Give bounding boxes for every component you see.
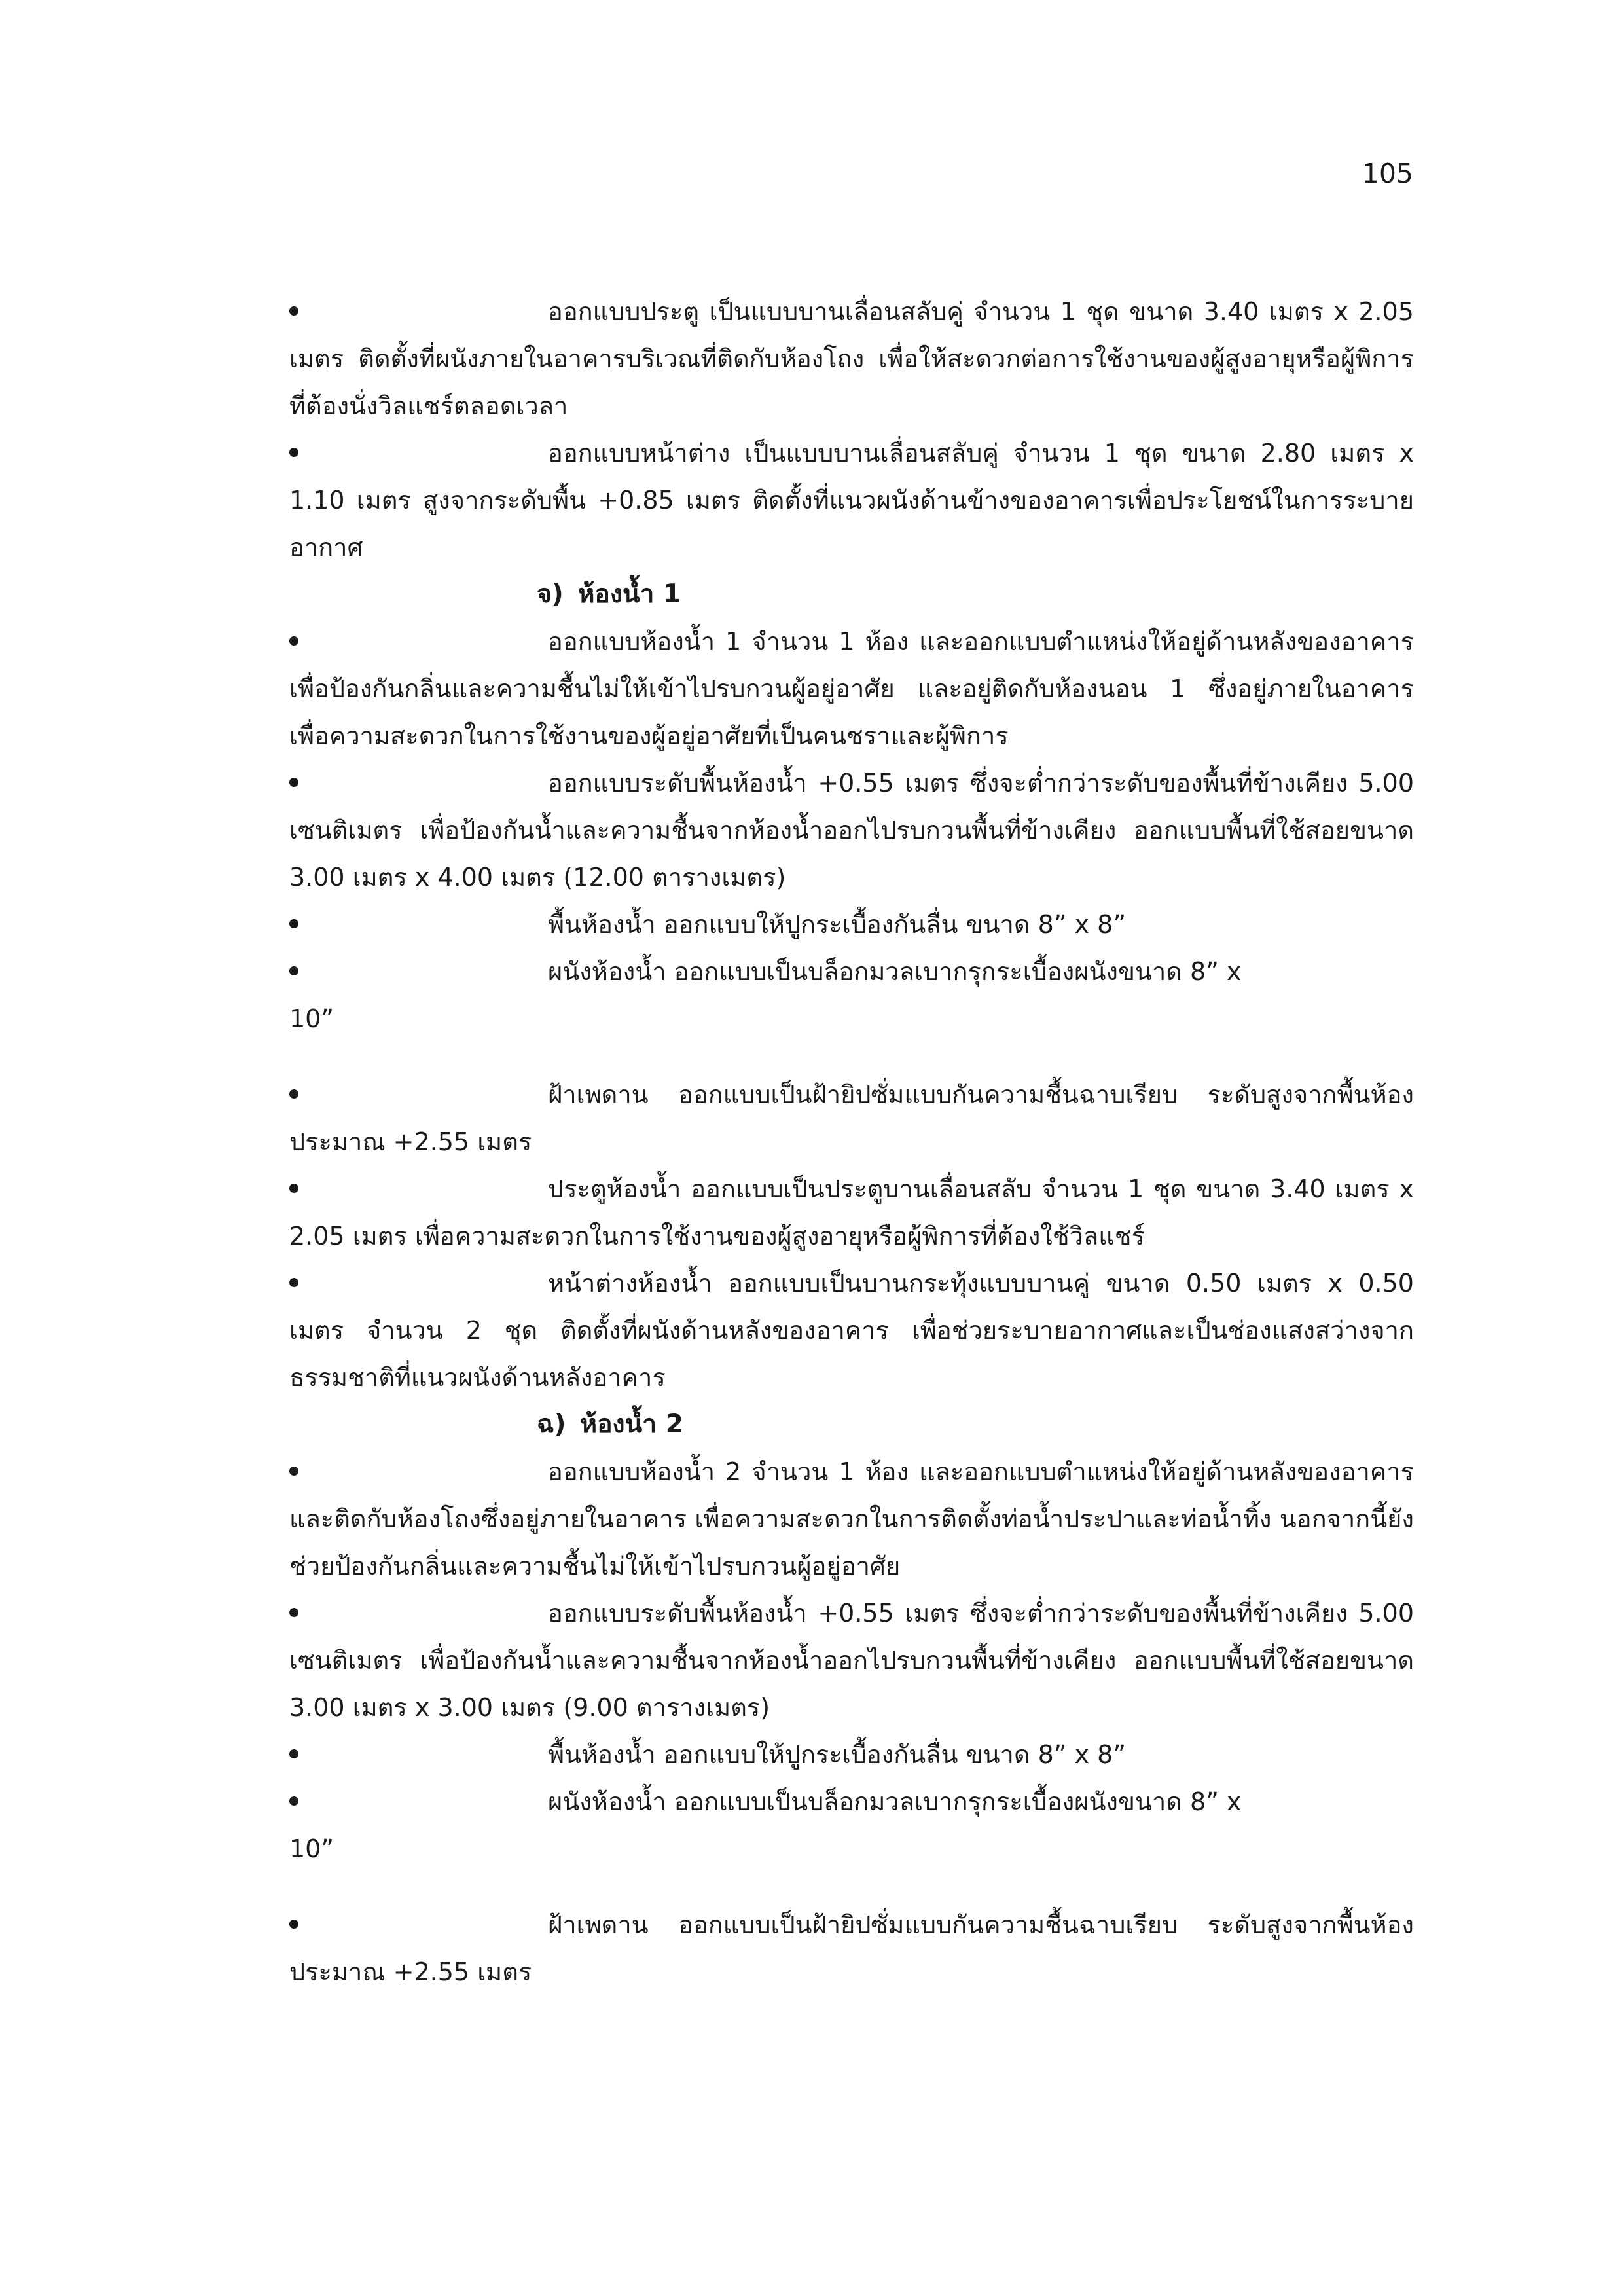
bullet-text: ผนังห้องน้ำ ออกแบบเป็นบล็อกมวลเบากรุกระเบื้องผนังขนาด 8” x [548, 1787, 1242, 1816]
wrapped-tail-text: 10” [289, 1004, 334, 1033]
bullet-marker [289, 1260, 548, 1307]
bullet-paragraph [289, 1260, 1414, 1401]
bullet-text: ออกแบบห้องน้ำ 2 จำนวน 1 ห้อง และออกแบบตำแหน่งให้อยู่ด้านหลังของอาคาร และติดกับห้องโถงซึ่งอยู่ภายในอาคาร เพื่อความสะดวกในการติดตั้งท่อน้ำประปาและท่อน้ำทิ้ง นอกจากนี้ยังช่วยป้องกันกลิ่นและความชื้นไม่ให้เข้าไปรบกวนผู้อยู่อาศัย [289, 1457, 1414, 1580]
bullet-paragraph [289, 288, 1414, 429]
bullet-paragraph [289, 1590, 1414, 1731]
bullet-dot-icon [289, 1920, 298, 1929]
section-heading [289, 571, 1414, 618]
bullet-text: ออกแบบประตู เป็นแบบบานเลื่อนสลับคู่ จำนวน 1 ชุด ขนาด 3.40 เมตร x 2.05 เมตร ติดตั้งที่ผนังภายในอาคารบริเวณที่ติดกับห้องโถง เพื่อให้สะดวกต่อการใช้งานของผู้สูงอายุหรือผู้พิการที่ต้องนั่งวิลแชร์ตลอดเวลา [289, 297, 1414, 420]
bullet-text: ฝ้าเพดาน ออกแบบเป็นฝ้ายิปซั่มแบบกันความชื้นฉาบเรียบ ระดับสูงจากพื้นห้องประมาณ +2.55 เมตร [289, 1910, 1414, 1986]
bullet-paragraph [289, 1165, 1414, 1260]
bullet-marker [289, 429, 548, 477]
section-heading [289, 1401, 1414, 1448]
bullet-text: ผนังห้องน้ำ ออกแบบเป็นบล็อกมวลเบากรุกระเบื้องผนังขนาด 8” x [548, 957, 1242, 986]
wrapped-tail-text: 10” [289, 1834, 334, 1863]
bullet-dot-icon [289, 1184, 298, 1193]
bullet-dot-icon [289, 1467, 298, 1476]
bullet-dot-icon [289, 1278, 298, 1287]
bullet-dot-icon [289, 1089, 298, 1099]
bullet-marker [289, 948, 548, 995]
bullet-paragraph [289, 1448, 1414, 1590]
bullet-paragraph [289, 901, 1414, 948]
bullet-dot-icon [289, 1749, 298, 1758]
bullet-dot-icon [289, 778, 298, 787]
bullet-dot-icon [289, 306, 298, 316]
bullet-dot-icon [289, 1608, 298, 1617]
bullet-text: หน้าต่างห้องน้ำ ออกแบบเป็นบานกระทุ้งแบบบานคู่ ขนาด 0.50 เมตร x 0.50 เมตร จำนวน 2 ชุด ติดตั้งที่ผนังด้านหลังของอาคาร เพื่อช่วยระบายอากาศและเป็นช่องแสงสว่างจากธรรมชาติที่แนวผนังด้านหลังอาคาร [289, 1269, 1414, 1392]
bullet-marker [289, 618, 548, 665]
bullet-text: ออกแบบระดับพื้นห้องน้ำ +0.55 เมตร ซึ่งจะต่ำกว่าระดับของพื้นที่ข้างเคียง 5.00 เซนติเมตร เพื่อป้องกันน้ำและความชื้นจากห้องน้ำออกไปรบกวนพื้นที่ข้างเคียง ออกแบบพื้นที่ใช้สอยขนาด 3.00 เมตร x 3.00 เมตร (9.00 ตารางเมตร) [289, 1599, 1414, 1722]
bullet-marker [289, 1731, 548, 1778]
bullet-paragraph [289, 1731, 1414, 1778]
bullet-dot-icon [289, 448, 298, 457]
bullet-marker [289, 1901, 548, 1948]
bullet-text: ออกแบบระดับพื้นห้องน้ำ +0.55 เมตร ซึ่งจะต่ำกว่าระดับของพื้นที่ข้างเคียง 5.00 เซนติเมตร เพื่อป้องกันน้ำและความชื้นจากห้องน้ำออกไปรบกวนพื้นที่ข้างเคียง ออกแบบพื้นที่ใช้สอยขนาด 3.00 เมตร x 4.00 เมตร (12.00 ตารางเมตร) [289, 769, 1414, 892]
bullet-paragraph [289, 759, 1414, 901]
bullet-text: ออกแบบหน้าต่าง เป็นแบบบานเลื่อนสลับคู่ จำนวน 1 ชุด ขนาด 2.80 เมตร x 1.10 เมตร สูงจากระดับพื้น +0.85 เมตร ติดตั้งที่แนวผนังด้านข้างของอาคารเพื่อประโยชน์ในการระบายอากาศ [289, 439, 1414, 562]
heading-mark: ฉ) [537, 1410, 566, 1439]
bullet-text: ประตูห้องน้ำ ออกแบบเป็นประตูบานเลื่อนสลับ จำนวน 1 ชุด ขนาด 3.40 เมตร x 2.05 เมตร เพื่อความสะดวกในการใช้งานของผู้สูงอายุหรือผู้พิการที่ต้องใช้วิลแชร์ [289, 1175, 1414, 1250]
heading-text: ห้องน้ำ 2 [580, 1410, 683, 1439]
bullet-text: พื้นห้องน้ำ ออกแบบให้ปูกระเบื้องกันลื่น ขนาด 8” x 8” [548, 910, 1127, 939]
bullet-dot-icon [289, 636, 298, 646]
bullet-paragraph [289, 1901, 1414, 1995]
bullet-marker [289, 1071, 548, 1118]
bullet-marker [289, 1165, 548, 1212]
bullet-marker [289, 1448, 548, 1495]
bullet-dot-icon [289, 966, 298, 975]
bullet-marker [289, 901, 548, 948]
bullet-marker [289, 759, 548, 807]
bullet-dot-icon [289, 919, 298, 928]
bullet-text: พื้นห้องน้ำ ออกแบบให้ปูกระเบื้องกันลื่น ขนาด 8” x 8” [548, 1740, 1127, 1769]
bullet-paragraph [289, 948, 1414, 995]
bullet-dot-icon [289, 1796, 298, 1806]
bullet-paragraph [289, 1071, 1414, 1165]
bullet-text: ออกแบบห้องน้ำ 1 จำนวน 1 ห้อง และออกแบบตำแหน่งให้อยู่ด้านหลังของอาคารเพื่อป้องกันกลิ่นและความชื้นไม่ให้เข้าไปรบกวนผู้อยู่อาศัย และอยู่ติดกับห้องนอน 1 ซึ่งอยู่ภายในอาคาร เพื่อความสะดวกในการใช้งานของผู้อยู่อาศัยที่เป็นคนชราและผู้พิการ [289, 627, 1414, 750]
heading-mark: จ) [537, 579, 564, 609]
bullet-paragraph [289, 429, 1414, 571]
bullet-marker [289, 288, 548, 335]
bullet-text: ฝ้าเพดาน ออกแบบเป็นฝ้ายิปซั่มแบบกันความชื้นฉาบเรียบ ระดับสูงจากพื้นห้องประมาณ +2.55 เมตร [289, 1080, 1414, 1156]
bullet-marker [289, 1778, 548, 1825]
heading-text: ห้องน้ำ 1 [577, 579, 681, 609]
bullet-marker [289, 1590, 548, 1637]
bullet-paragraph [289, 1778, 1414, 1825]
bullet-paragraph [289, 618, 1414, 759]
page-number: 105 [1362, 158, 1413, 189]
document-body [289, 288, 1414, 1995]
